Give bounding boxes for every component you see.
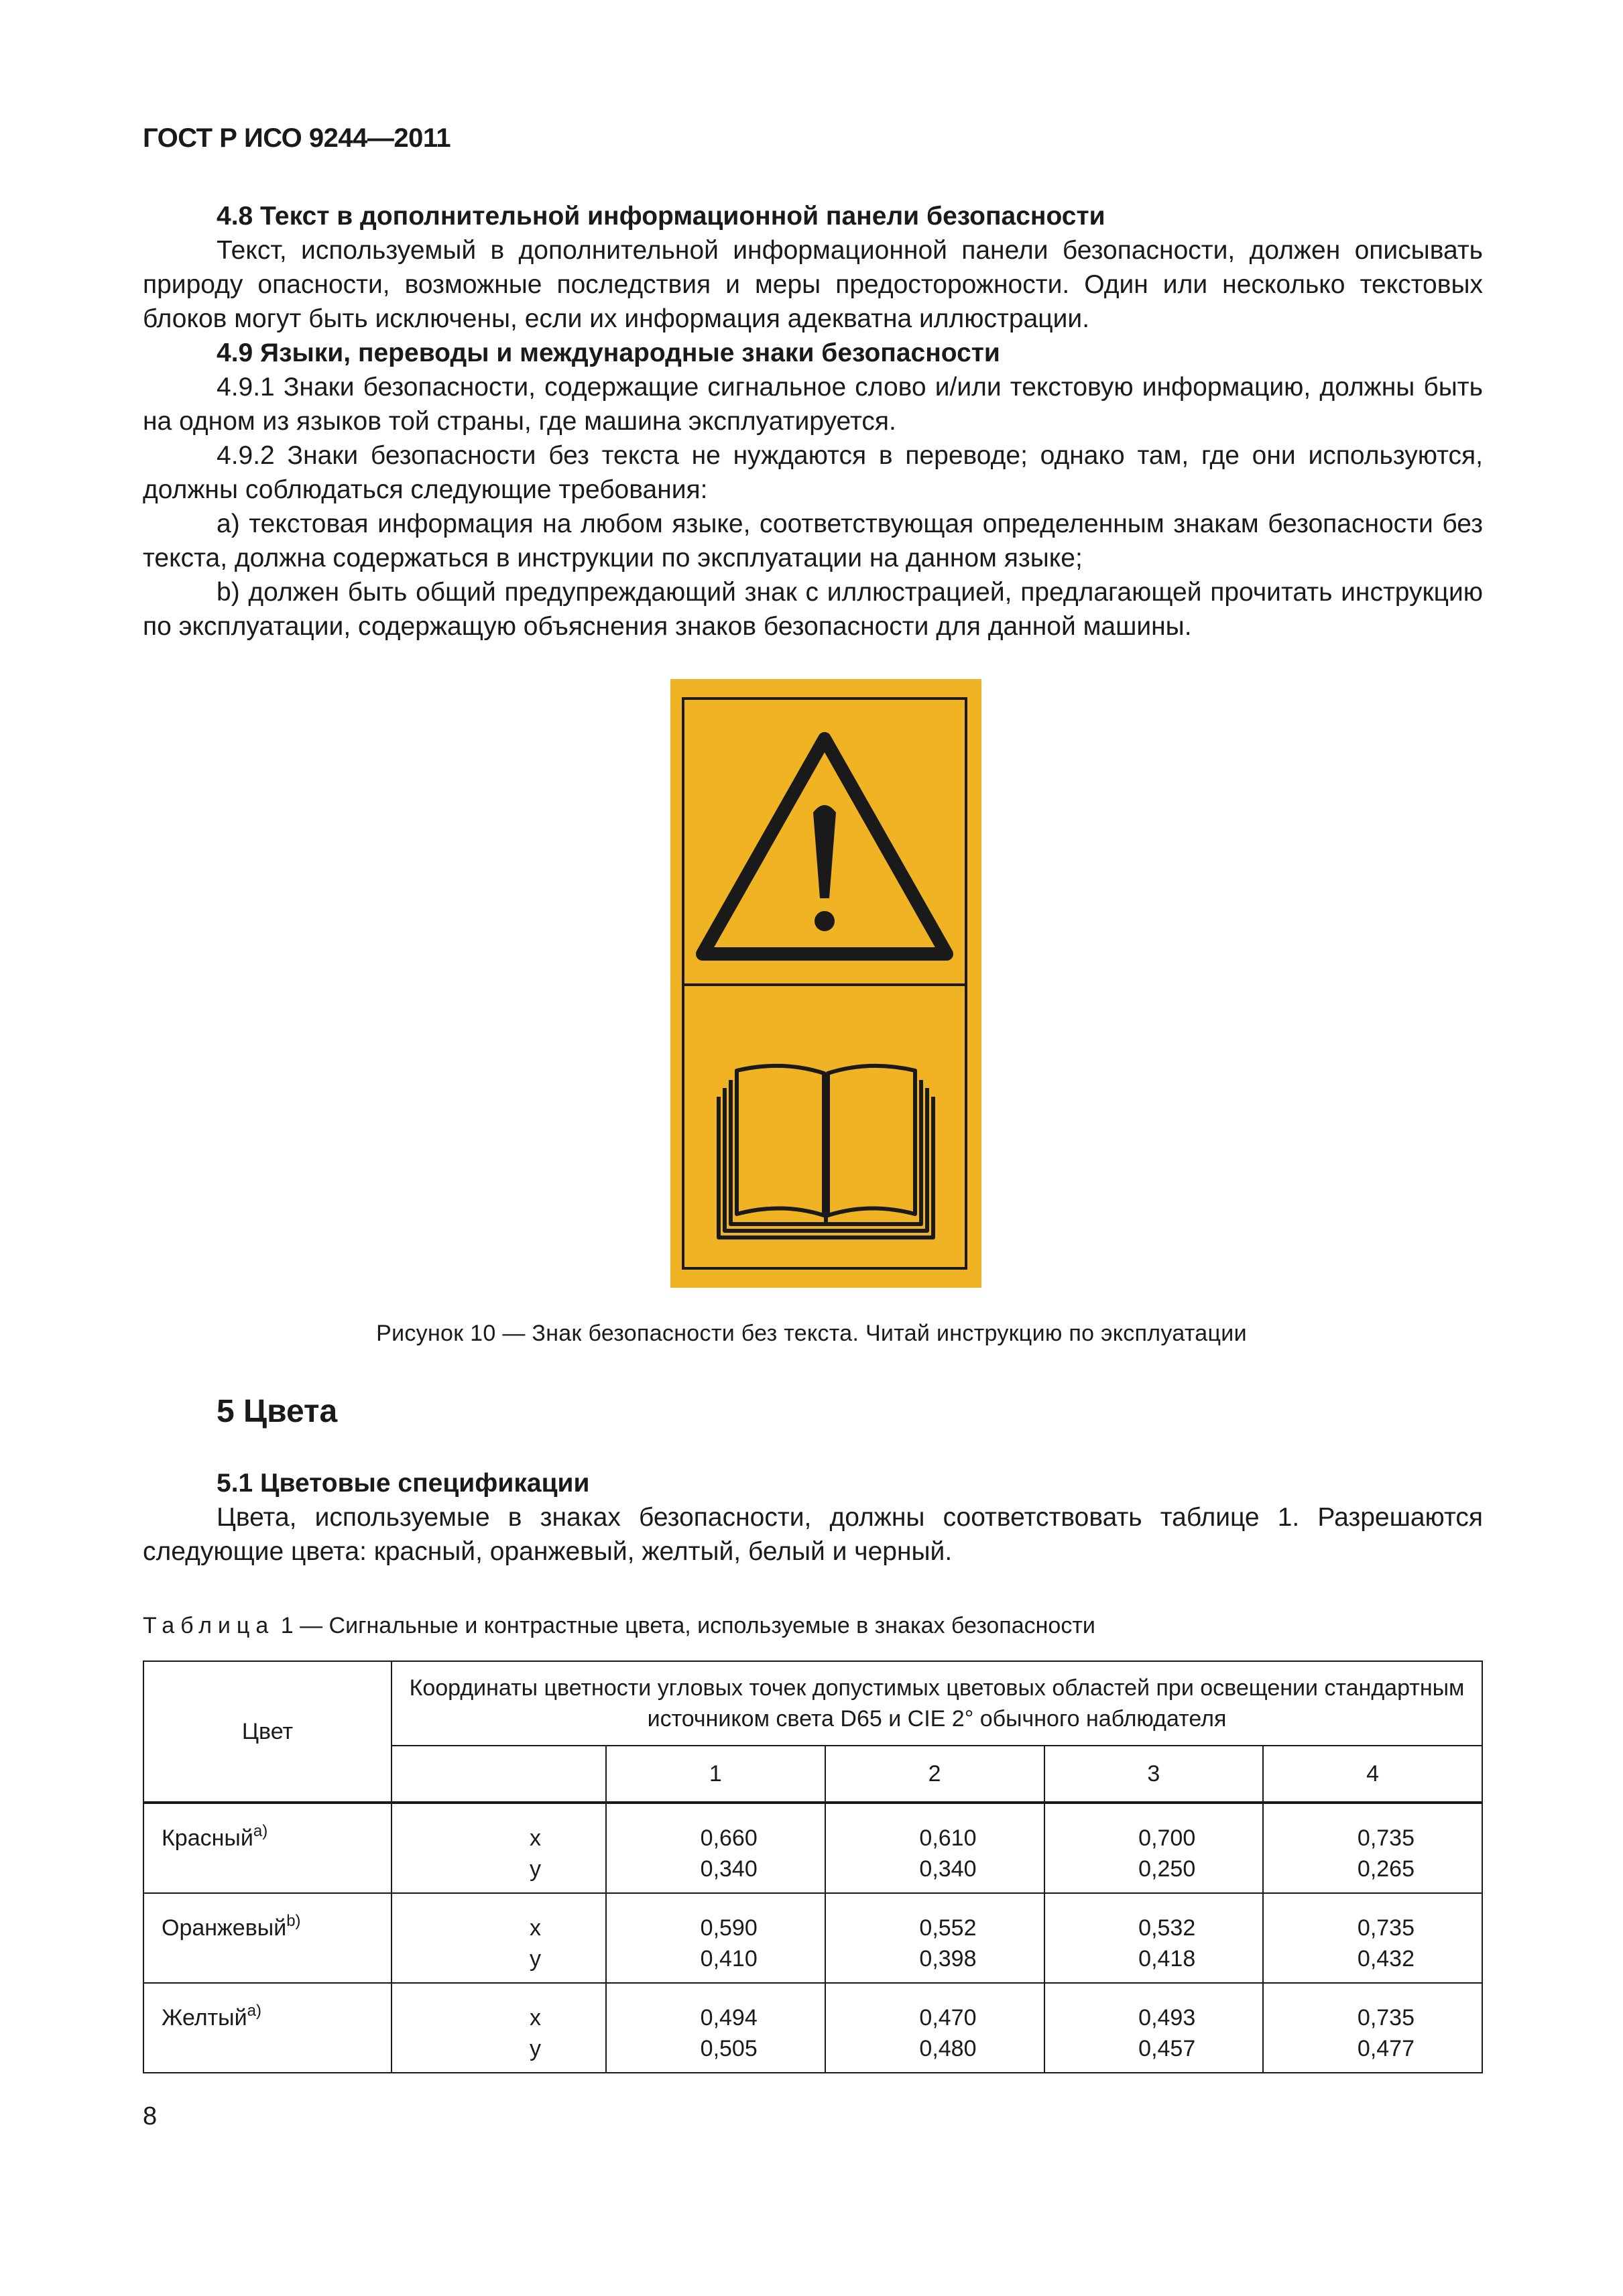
color-name: Оранжевый (162, 1915, 287, 1941)
axis-cell (392, 1983, 606, 2073)
footnote-mark: b) (286, 1912, 301, 1930)
axis-y: y (530, 1856, 541, 1882)
section-5-1-block (143, 1466, 1483, 1569)
x-value: 0,735 (1357, 1915, 1415, 1941)
paragraph-4-9-2: 4.9.2 Знаки безопасности без текста не нуждаются в переводе; однако там, где они используются, должны соблюдаться следующие требования: (143, 441, 1483, 504)
header-point-1: 1 (606, 1746, 825, 1803)
table-caption-label: Таблица (143, 1613, 275, 1638)
y-value: 0,418 (1138, 1946, 1196, 1972)
colors-table (143, 1660, 1483, 2073)
value-cell (1263, 1803, 1482, 1893)
header-point-3: 3 (1044, 1746, 1264, 1803)
x-value: 0,735 (1357, 2005, 1415, 2031)
heading-4-8: 4.8 Текст в дополнительной информационной панели безопасности (217, 202, 1105, 231)
axis-y: y (530, 1946, 541, 1972)
header-axis-empty (392, 1746, 606, 1803)
y-value: 0,477 (1357, 2036, 1415, 2061)
paragraph-4-8: Текст, используемый в дополнительной информационной панели безопасности, должен описывать природу опасности, возможные последствия и меры предосторожности. Один или несколько текстовых блоков могут быть исключены, если их информация адекватна иллюстрации. (143, 236, 1483, 333)
list-item-a: a) текстовая информация на любом языке, соответствующая определенным знакам безопасности без текста, должна содержаться в инструкции по эксплуатации на данном языке; (143, 509, 1483, 572)
y-value: 0,505 (700, 2036, 758, 2061)
heading-5: 5 Цвета (217, 1394, 338, 1429)
y-value: 0,265 (1357, 1856, 1415, 1882)
color-name-cell (143, 1803, 392, 1893)
value-cell (1263, 1893, 1482, 1983)
value-cell (606, 1893, 825, 1983)
paragraph-4-9-1: 4.9.1 Знаки безопасности, содержащие сигнальное слово и/или текстовую информацию, должны быть на одном из языков той страны, где машина эксплуатируется. (143, 373, 1483, 436)
value-cell (1044, 1893, 1264, 1983)
value-cell (606, 1983, 825, 2073)
axis-x: x (530, 2005, 541, 2031)
value-cell (825, 1983, 1044, 2073)
table-caption (143, 1613, 1095, 1639)
value-cell (1044, 1803, 1264, 1893)
x-value: 0,552 (919, 1915, 977, 1941)
value-cell (1263, 1983, 1482, 2073)
header-point-4: 4 (1263, 1746, 1482, 1803)
table-caption-text: 1 — Сигнальные и контрастные цвета, используемые в знаках безопасности (274, 1613, 1095, 1638)
footnote-mark: a) (253, 1822, 268, 1840)
x-value: 0,493 (1138, 2005, 1196, 2031)
axis-y: y (530, 2036, 541, 2061)
list-item-b: b) должен быть общий предупреждающий знак с иллюстрацией, предлагающей прочитать инструкцию по эксплуатации, содержащую объяснения знаков безопасности для данной машины. (143, 578, 1483, 641)
color-name-cell (143, 1983, 392, 2073)
axis-x: x (530, 1915, 541, 1941)
document-header: ГОСТ Р ИСО 9244—2011 (143, 123, 451, 153)
header-coordinates: Координаты цветности угловых точек допустимых цветовых областей при освещении стандартным источником света D65 и CIE 2° обычного наблюдателя (392, 1661, 1482, 1746)
color-name: Красный (162, 1825, 253, 1851)
value-cell (825, 1803, 1044, 1893)
header-color: Цвет (143, 1661, 392, 1803)
value-cell (606, 1803, 825, 1893)
open-book-icon (682, 986, 967, 1270)
page-number: 8 (143, 2102, 158, 2130)
heading-5-1: 5.1 Цветовые спецификации (217, 1469, 590, 1498)
y-value: 0,340 (919, 1856, 977, 1882)
figure-caption: Рисунок 10 — Знак безопасности без текста. Читай инструкцию по эксплуатации (376, 1321, 1247, 1346)
x-value: 0,532 (1138, 1915, 1196, 1941)
table-row-red (143, 1803, 1482, 1893)
x-value: 0,660 (700, 1825, 758, 1851)
heading-4-9: 4.9 Языки, переводы и международные знаки безопасности (217, 339, 1000, 367)
paragraph-5-1: Цвета, используемые в знаках безопасности, должны соответствовать таблице 1. Разрешаются следующие цвета: красный, оранжевый, желтый, белый и черный. (143, 1503, 1483, 1566)
x-value: 0,590 (700, 1915, 758, 1941)
x-value: 0,470 (919, 2005, 977, 2031)
x-value: 0,700 (1138, 1825, 1196, 1851)
y-value: 0,480 (919, 2036, 977, 2061)
table-row-orange (143, 1893, 1482, 1983)
warning-triangle-icon (682, 697, 967, 986)
value-cell (825, 1893, 1044, 1983)
color-name-cell (143, 1893, 392, 1983)
y-value: 0,457 (1138, 2036, 1196, 2061)
x-value: 0,494 (700, 2005, 758, 2031)
axis-cell (392, 1803, 606, 1893)
y-value: 0,410 (700, 1946, 758, 1972)
table-row-yellow (143, 1983, 1482, 2073)
axis-x: x (530, 1825, 541, 1851)
x-value: 0,610 (919, 1825, 977, 1851)
axis-cell (392, 1893, 606, 1983)
header-point-2: 2 (825, 1746, 1044, 1803)
color-name: Желтый (162, 2005, 247, 2031)
y-value: 0,340 (700, 1856, 758, 1882)
y-value: 0,432 (1357, 1946, 1415, 1972)
safety-sign-figure (670, 679, 981, 1288)
y-value: 0,398 (919, 1946, 977, 1972)
y-value: 0,250 (1138, 1856, 1196, 1882)
footnote-mark: a) (247, 2002, 261, 2020)
section-4-block (143, 199, 1483, 644)
x-value: 0,735 (1357, 1825, 1415, 1851)
value-cell (1044, 1983, 1264, 2073)
